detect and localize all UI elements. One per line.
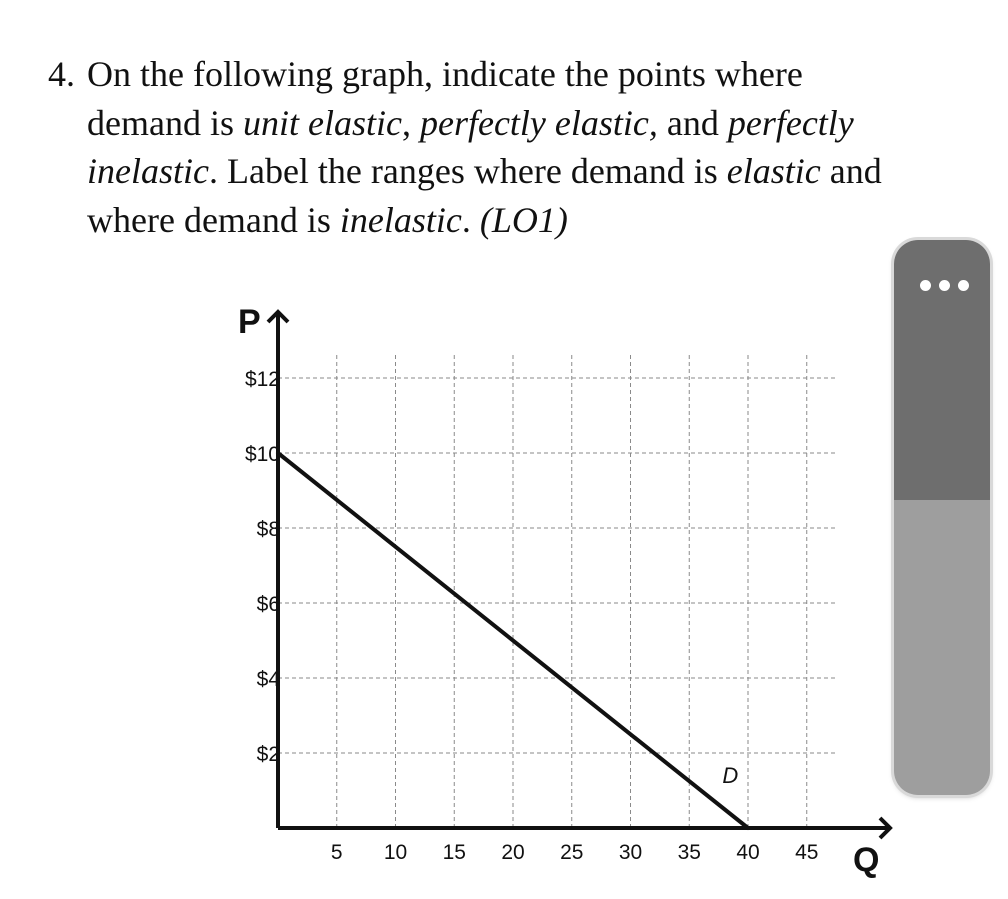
question-line-4: where demand is inelastic. (LO1) <box>87 199 568 240</box>
x-tick-label: 15 <box>442 841 466 864</box>
x-tick-label: 35 <box>677 841 701 864</box>
more-dots-icon[interactable] <box>920 280 969 291</box>
y-tick-label: $12 <box>244 368 280 391</box>
x-axis-title: Q <box>853 841 880 879</box>
y-tick-label: $8 <box>256 518 280 541</box>
side-toolbar-bottom <box>894 500 990 795</box>
term-inelastic: inelastic <box>87 151 209 191</box>
x-tick-labels <box>331 841 819 864</box>
term-elastic: elastic <box>726 151 821 191</box>
x-tick-label: 45 <box>795 841 819 864</box>
y-tick-labels <box>245 368 280 766</box>
y-tick-label: $2 <box>256 743 280 766</box>
x-tick-label: 5 <box>330 841 343 864</box>
question-number: 4. <box>48 54 75 94</box>
x-tick-label: 25 <box>560 841 584 864</box>
term-perfectly-elastic: perfectly elastic, <box>419 102 658 143</box>
y-tick-label: $10 <box>244 443 280 466</box>
y-tick-label: $6 <box>256 593 280 616</box>
question-line-3: inelastic. Label the ranges where demand is elastic and <box>87 151 882 191</box>
grid-lines <box>278 353 836 829</box>
learning-objective: (LO1) <box>479 199 568 240</box>
question-line-1: 4. On the following graph, indicate the points where <box>48 50 948 99</box>
x-tick-label: 40 <box>736 841 760 864</box>
term-perfectly: perfectly <box>727 102 854 143</box>
term-unit-elastic: unit elastic <box>242 102 402 143</box>
x-tick-label: 20 <box>501 841 525 864</box>
side-toolbar[interactable] <box>894 240 990 795</box>
term-inelastic-2: inelastic <box>339 199 462 240</box>
side-toolbar-top[interactable] <box>894 240 990 500</box>
demand-curve-label: D <box>722 763 739 788</box>
x-tick-label: 30 <box>618 841 643 864</box>
y-axis-title: P <box>238 303 261 341</box>
question-line-2: demand is unit elastic, perfectly elastic, and perfectly <box>87 102 854 143</box>
y-tick-label: $4 <box>256 668 280 691</box>
x-tick-label: 10 <box>383 841 408 864</box>
annotations <box>722 763 738 788</box>
